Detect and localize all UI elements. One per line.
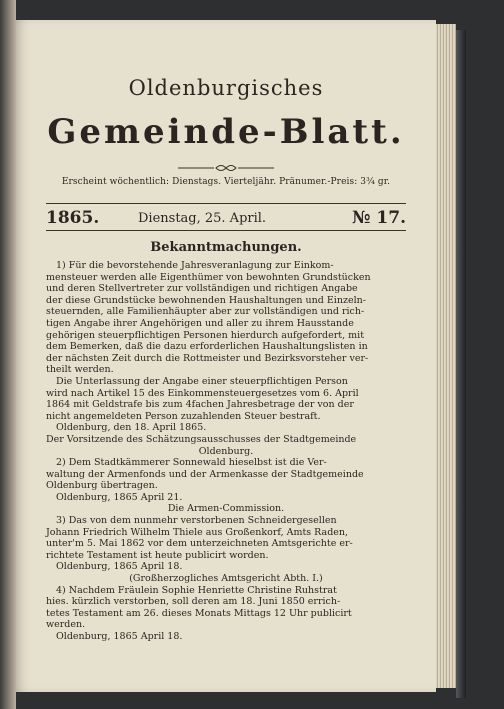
subscription-line: Erscheint wöchentlich: Dienstags. Vierteljähr. Pränumer.-Preis: 3¾ gr. [61,177,391,187]
text-line: Oldenburg, 1865 April 18. [56,631,183,642]
text-line: mensteuer werden alle Eigenthümer von bewohnten Grundstücken [46,271,371,283]
text-line: Oldenburg, 1865 April 21. [56,491,183,503]
text-line: (Großherzogliches Amtsgericht Abth. I.) [129,573,323,585]
issue-date: Dienstag, 25. April. [138,211,267,226]
text-line: Die Armen-Commission. [167,503,285,515]
text-line: richtete Testament ist heute publicirt worden. [46,549,269,561]
text-line: der diese Grundstücke bewohnenden Haushaltungen und Einzeln- [46,294,366,306]
text-line: tigen Angabe ihrer Angehörigen und aller zu ihrem Hausstande [46,317,354,329]
text-line: Oldenburg, 1865 April 18. [56,561,183,573]
text-line: Oldenburg. [198,445,254,457]
text-line: 1864 mit Geldstrafe bis zum 4fachen Jahresbetrage der von der [46,399,354,411]
text-line: der nächsten Zeit durch die Rottmeister und Bezirksvorsteher ver- [46,352,369,364]
newspaper-page [16,20,436,692]
text-line: waltung der Armenfonds und der Armenkasse der Stadtgemeinde [46,468,364,480]
header-rule-top [46,203,406,204]
text-line: 1) Für die bevorstehende Jahresveranlagung zur Einkom- [56,260,334,271]
ornament-divider [176,163,276,173]
header-rule-bottom [46,230,406,231]
announcements-body [46,260,406,643]
text-line: werden. [46,619,86,631]
text-line: theilt werden. [46,364,114,376]
section-heading: Bekanntmachungen. [150,240,302,255]
issue-dateline [46,208,406,230]
text-line: Die Unterlassung der Angabe einer steuerpflichtigen Person [56,375,348,387]
book-cover-edge [456,30,466,698]
book-spine-left [0,0,16,709]
text-line: tetes Testament am 26. dieses Monats Mittags 12 Uhr publicirt [46,607,352,619]
text-line: Der Vorsitzende des Schätzungsausschusses der Stadtgemeinde [46,433,357,445]
issue-year: 1865. [46,208,100,228]
page-edges [436,24,456,688]
text-line: Oldenburg, den 18. April 1865. [56,422,207,434]
text-line: 4) Nachdem Fräulein Sophie Henriette Christine Ruhstrat [56,584,337,596]
text-line: wird nach Artikel 15 des Einkommensteuergesetzes vom 6. April [46,387,359,399]
masthead-title: Gemeinde-Blatt. [47,112,405,152]
text-line: nicht angemeldeten Person zuzahlenden Steuer bestraft. [46,410,321,422]
text-line: Oldenburg übertragen. [46,480,158,492]
text-line: gehörigen steuerpflichtigen Personen hierdurch aufgefordert, mit [46,329,365,341]
masthead-top: Oldenburgisches [128,76,324,100]
text-line: unter'm 5. Mai 1862 vor dem unterzeichneten Amtsgerichte er- [46,538,353,550]
text-line: steuernden, alle Familienhäupter aber zur vollständigen und rich- [46,306,365,318]
text-line: dem Bemerken, daß die dazu erforderlichen Haushaltungslisten in [46,341,368,353]
text-line: 2) Dem Stadtkämmerer Sonnewald hieselbst ist die Ver- [56,457,327,469]
issue-number: № 17. [352,208,406,228]
text-line: 3) Das von dem nunmehr verstorbenen Schneidergesellen [56,515,337,527]
text-line: und deren Stellvertreter zur vollständigen und richtigen Angabe [46,283,358,295]
text-line: Johann Friedrich Wilhelm Thiele aus Großenkorf, Amts Raden, [46,526,349,538]
text-line: hies. kürzlich verstorben, soll deren am 18. Juni 1850 errich- [46,596,341,608]
